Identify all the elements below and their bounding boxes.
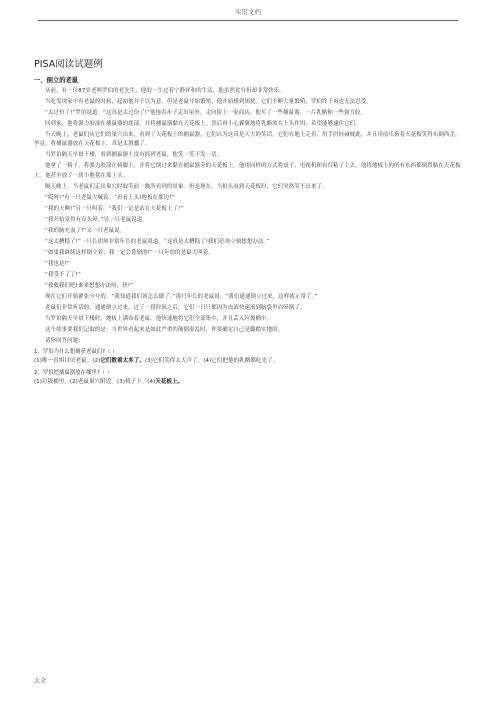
document-body [34,56,464,387]
answer-highlight: 它们数着太多了。 [100,358,145,365]
question-2-options [34,378,464,387]
page-header: 实用文档 [235,8,261,16]
paragraph: 从前，有一位87岁老叫罗伯的老先生，他的一生过着宁静祥和的生活，他虽然贫穷但却非常快乐。 [45,88,285,94]
page-footer: 大全 [34,678,47,685]
section-heading: 一、倒立的老鼠 [34,77,79,84]
paragraph: 当吃发现家中有老鼠的时候，起初他并不以为意。但是老鼠开始繁殖，他开始感到困扰。它们不断大量繁殖，罗伯终于再也无法忍受。 [45,99,372,105]
question-prompt: 请你回答问题： [45,337,84,344]
dialogue-line: “我开始觉得有点头晕。”另一只老鼠说道。 [45,216,148,223]
paragraph: 隔天晚上，当老鼠们走出巢穴时取笑前一晚所看到的景象。但是现在，当抬头看到天花板时，它们突然笑不出来了。 [45,183,328,190]
paragraph: 回到家，他将强力胶涂在捕鼠器的底部，并将捕鼠器黏在天花板上。然后再小心翼翼地将乳酪放在上头作饵，希望能够逮住它们。 [45,121,361,127]
dialogue-line: “我也是!” [45,260,70,267]
dialogue-line: “如果我继续这样倒立着，我一定会昏倒的!”一只年幼的老鼠大叫着。 [45,249,214,256]
option-text: (3)它们笑得太大声了。(4)它们把他的乳酪都吃光了。 [144,358,279,365]
dialogue-line: “救救我们吧!谁来想想办法呀，快!” [45,282,134,289]
paragraph: 当天晚上，老鼠们从它们的巢穴出来，看到了天花板上的捕鼠器，它们认为这真是天大的笑话。它们在地上走着，用手肘轻碰彼此，并且用前爪指着天花板笑得东倒西歪。毕竟，将捕鼠器放在天花板上，真是太愚蠢了。 [34,132,461,148]
question-1: 1、罗伯为什么想捕获老鼠们?（ ） [34,349,118,356]
document-title: PISA阅读试题例 [34,59,103,70]
paragraph: 这个故事要我们记取的是：当世界看起来是如此严重的颠倒混乱时，你要确定自己是脚踏实地的。 [45,326,284,333]
dialogue-line: “哎呀!”有一只老鼠大喊着。“看看上头!地板在那边!” [45,194,175,201]
header-divider [38,20,458,21]
answer-highlight: 天花板上。 [155,379,184,386]
paragraph: 老鼠们非常听话的，通通倒立过来。过了一段时间之后，它们一只只都因为血液快速流到脑袋里而晕倒了。 [45,304,306,311]
paragraph: 当罗伯隔天早晨下楼，看到捕鼠器上没有抓到老鼠，他笑一笑不发一语。 [45,152,223,159]
dialogue-line: “我受不了了!” [45,271,81,278]
paragraph: 他拿了一椅子，将强力胶涂在椅脚上，并将它倒过来黏在捕鼠器旁的天花板上。他用同样的方式将桌子、电视机和台灯粘了上去。他将地板上的所有东西都倒置粘在天花板上。他甚至放了一块小地毯在那上头。 [34,163,461,179]
option-text: (1)唯一真惧讨厌老鼠。(2) [34,358,101,365]
question-1-options [34,357,464,366]
question-2: 2、罗伯把捕鼠器放在哪里?（ ） [34,369,113,376]
dialogue-line: “这太糟糕了!”一只长胡须非常年长的老鼠说道。“这真是太糟糕了!我们必须立刻想想办法。” [45,238,270,245]
dialogue-line: “我的天啊!”另一只叫着。“我们一定是站在天花板上了!” [45,205,184,212]
paragraph: 现在它们开始紧张兮兮的。“我知道我们该怎么做了。”那只年长的老鼠说。“我们通通倒立过来，这样就正常了。” [45,293,318,300]
paragraph: 当罗伯隔天早晨下楼时，地板上满布着老鼠。他快速地将它们全部集中，并且丢入垃圾桶中。 [45,315,273,322]
option-text: (1)垃圾桶里。(2)老鼠巢穴附近。(3)椅子下。(4) [34,379,156,386]
dialogue-line: “我的脑充血了!”又一只老鼠说。 [45,227,126,234]
paragraph: “太过份了!”罗伯说道。“这真是太过份了!”他拖着步子走出屋外，走向街上一家商店，他买了一些捕鼠器、一片乳酪和一些强力胶。 [45,110,367,116]
